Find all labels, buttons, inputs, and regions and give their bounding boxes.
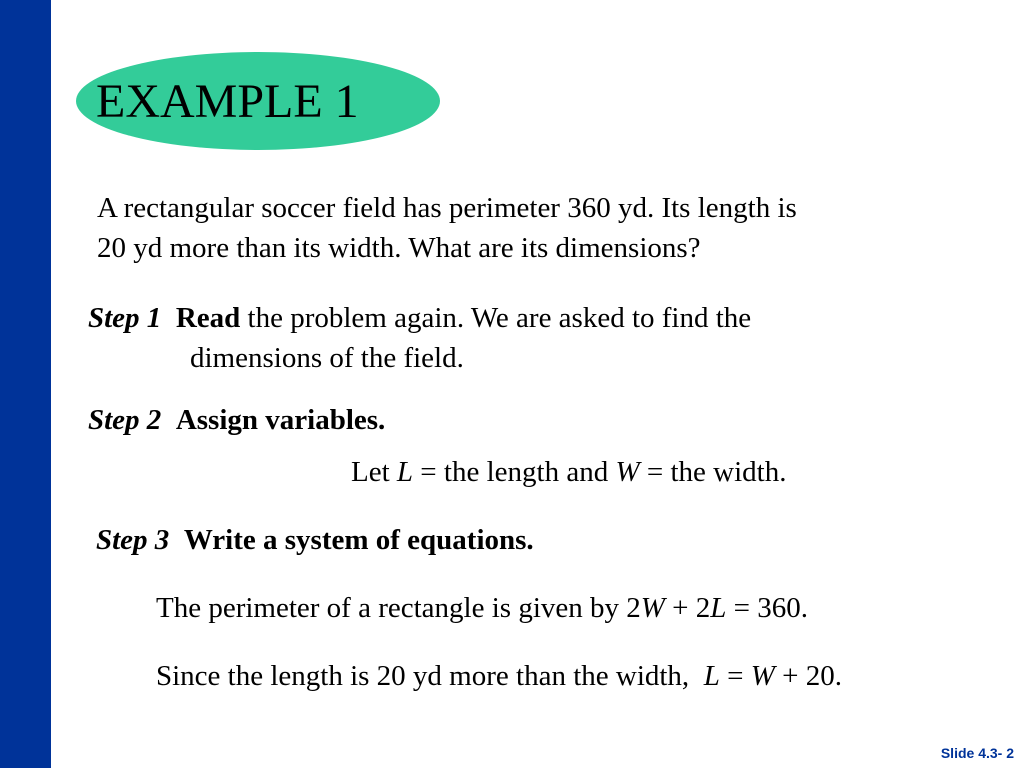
step1-text-2: dimensions of the field. xyxy=(190,342,464,374)
step1-keyword: Read xyxy=(175,302,241,334)
slide-number: Slide 4.3- 2 xyxy=(940,745,1014,761)
step2-title: Assign variables. xyxy=(175,404,386,436)
perimeter-var-W: W xyxy=(640,592,665,624)
var-L: L xyxy=(396,456,414,488)
problem-line-1: A rectangular soccer field has perimeter 360 yd. Its length is xyxy=(97,192,797,224)
since-post: + 20. xyxy=(774,660,842,692)
step3-label: Step 3 xyxy=(96,524,170,556)
step1-label: Step 1 xyxy=(88,302,162,334)
perimeter-post: = 360. xyxy=(726,592,809,624)
let-mid: = the length and xyxy=(413,456,616,488)
problem-line-2: 20 yd more than its width. What are its dimensions? xyxy=(97,232,701,264)
perimeter-pre: The perimeter of a rectangle is given by 2 xyxy=(156,592,641,624)
left-sidebar-bar xyxy=(0,0,51,768)
step2-heading xyxy=(88,400,385,440)
since-equation-line xyxy=(156,656,842,696)
slide-title: EXAMPLE 1 xyxy=(96,75,359,128)
step1-text-1: the problem again. We are asked to find the xyxy=(240,302,752,334)
let-pre: Let xyxy=(351,456,397,488)
since-pre: Since the length is 20 yd more than the width, xyxy=(156,660,704,692)
perimeter-equation-line xyxy=(156,588,808,628)
step2-label: Step 2 xyxy=(88,404,162,436)
since-var-L: L xyxy=(703,660,720,692)
step3-title: Write a system of equations. xyxy=(183,524,534,556)
let-post: = the width. xyxy=(639,456,787,488)
step3-heading xyxy=(96,520,534,560)
step1-line-1 xyxy=(88,298,751,338)
perimeter-mid: + 2 xyxy=(664,592,711,624)
var-W: W xyxy=(615,456,640,488)
since-mid: = xyxy=(719,660,751,692)
step2-let-line xyxy=(351,452,786,492)
perimeter-var-L: L xyxy=(710,592,727,624)
since-var-W: W xyxy=(750,660,775,692)
